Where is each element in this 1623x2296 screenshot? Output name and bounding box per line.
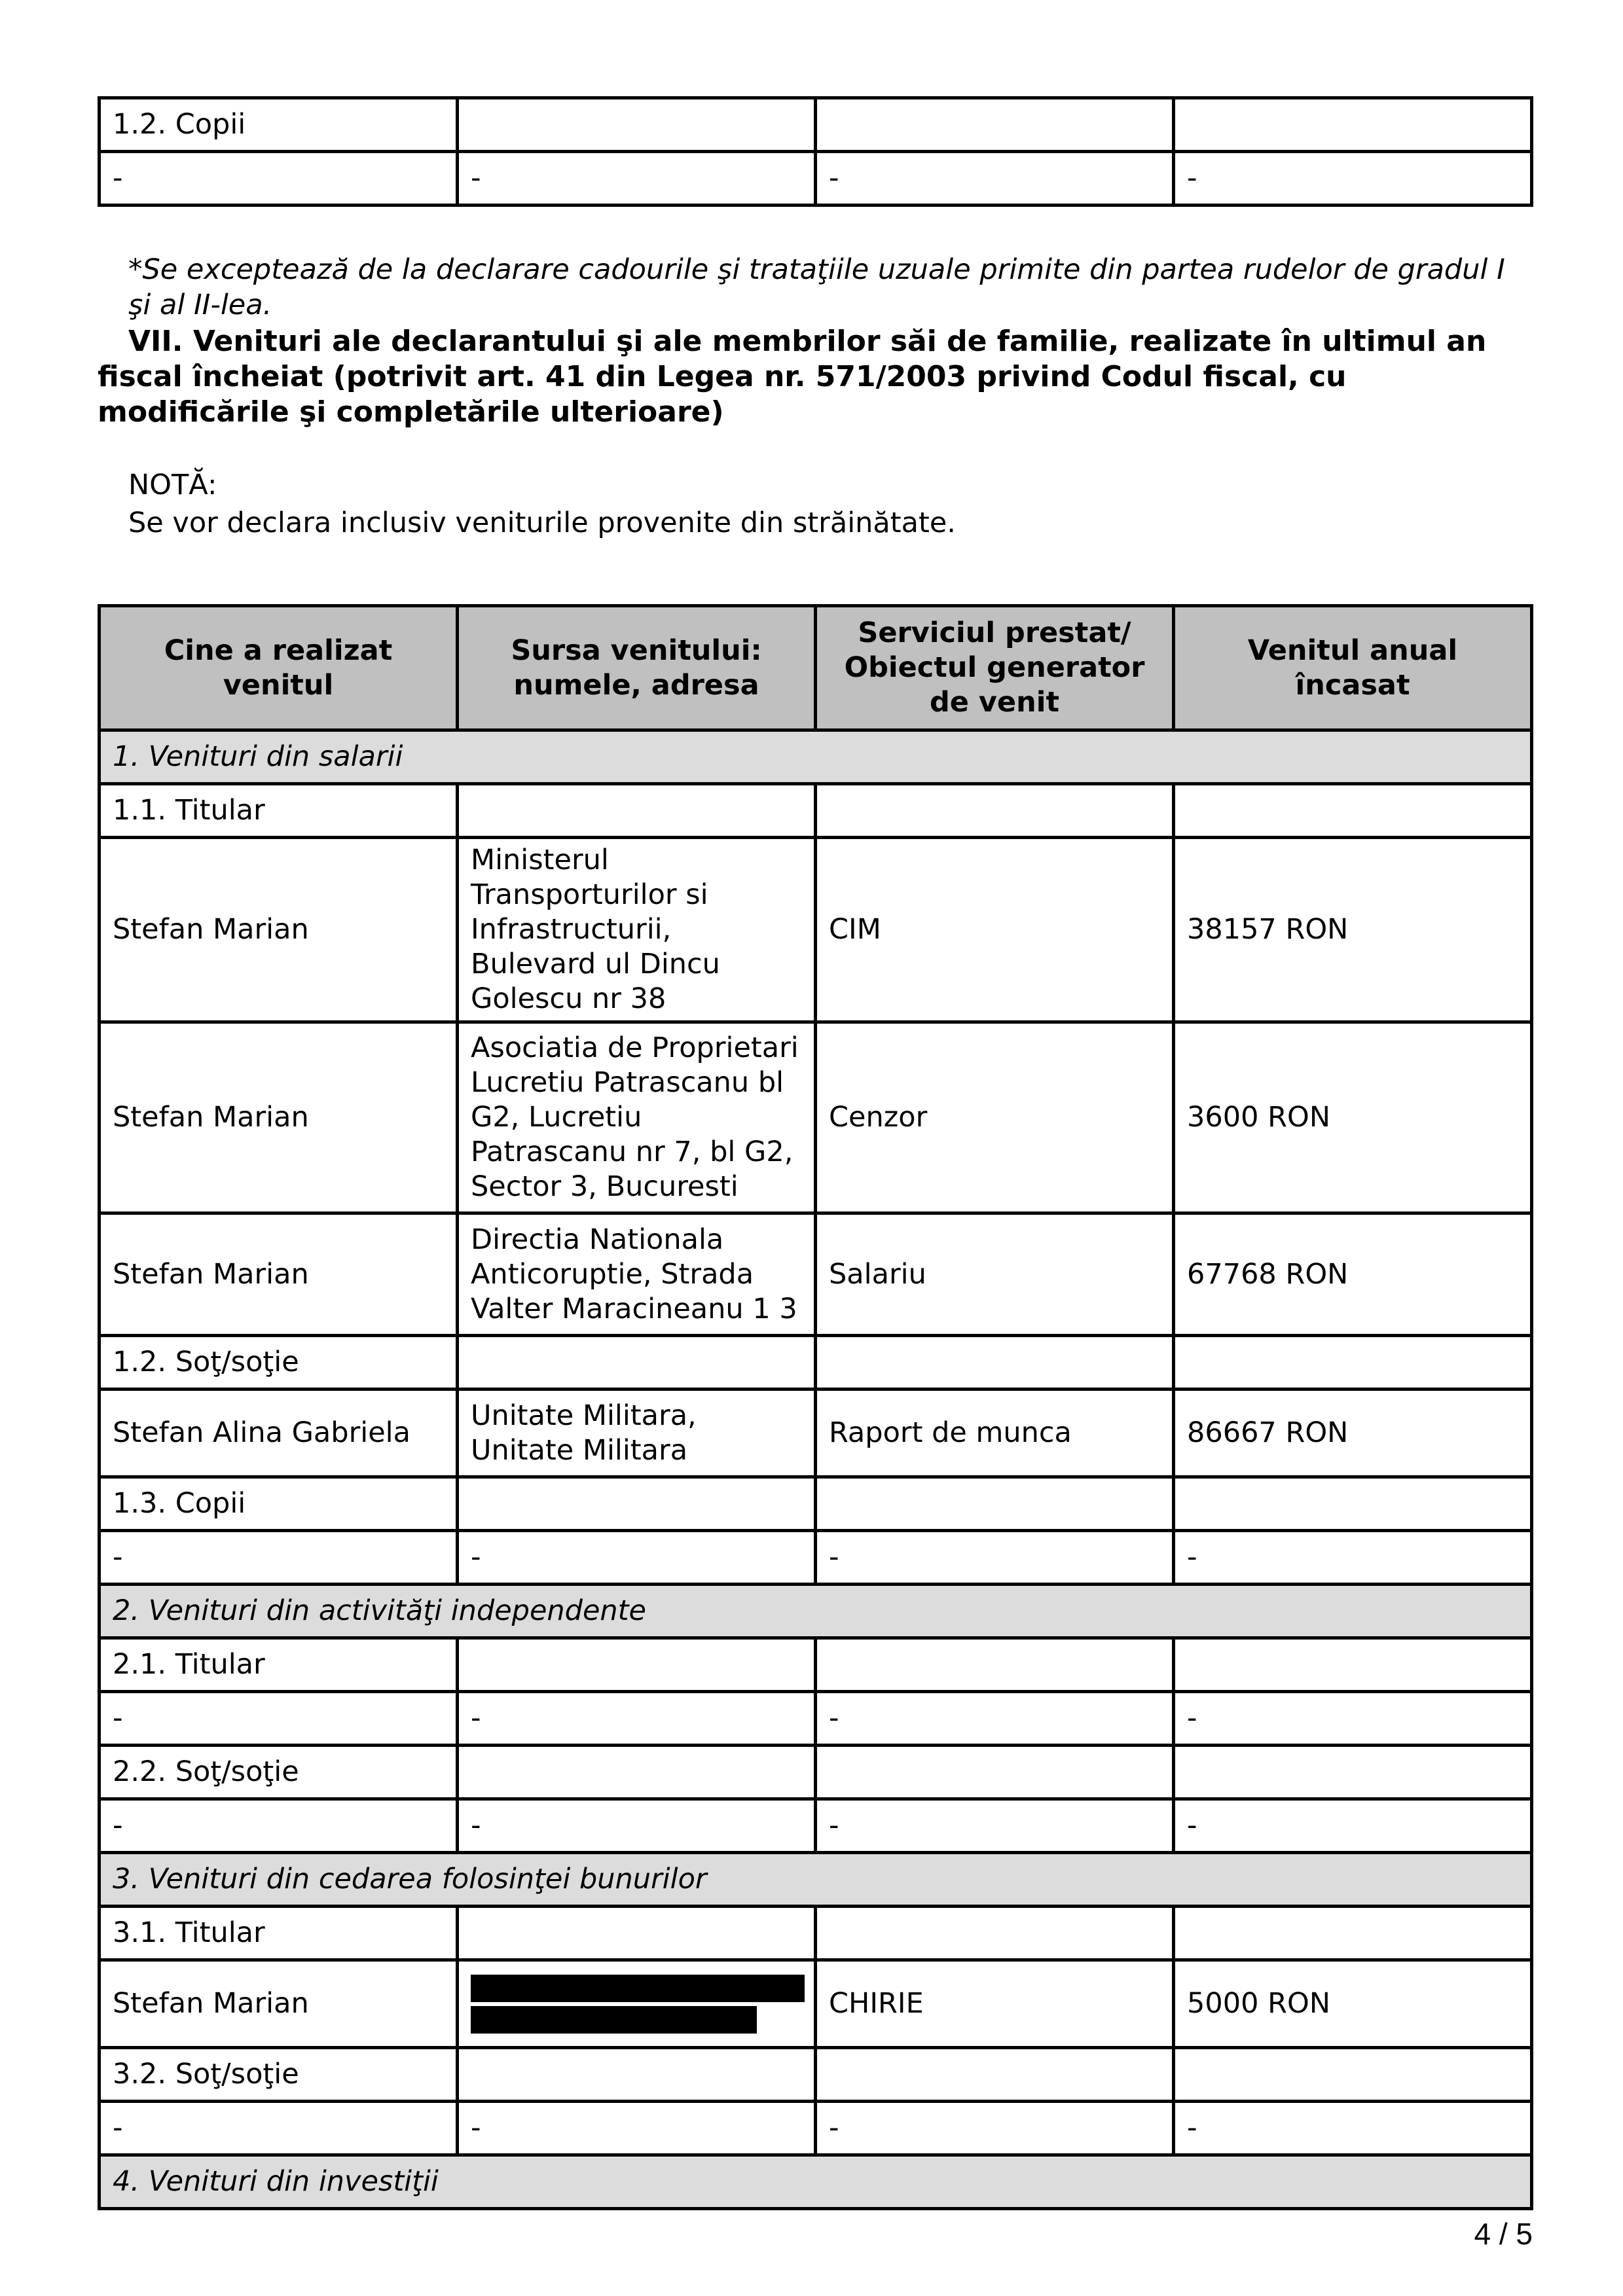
table-cell bbox=[1174, 98, 1532, 152]
table-cell: Salariu bbox=[816, 1213, 1174, 1336]
table-cell: 86667 RON bbox=[1174, 1390, 1532, 1477]
table-cell: 1.2. Soţ/soţie bbox=[100, 1336, 458, 1390]
table-cell: 2.2. Soţ/soţie bbox=[100, 1746, 458, 1799]
table-row bbox=[100, 1799, 1532, 1853]
table-cell: - bbox=[458, 1531, 816, 1585]
table-cell: - bbox=[816, 1692, 1174, 1746]
table-row bbox=[100, 152, 1532, 206]
table-cell bbox=[458, 98, 816, 152]
table-row bbox=[100, 1531, 1532, 1585]
table-cell: Stefan Marian bbox=[100, 1213, 458, 1336]
note-text: Se vor declara inclusiv veniturile provenite din străinătate. bbox=[128, 507, 956, 539]
table-cell bbox=[458, 1477, 816, 1531]
table-cell: 5000 RON bbox=[1174, 1960, 1532, 2048]
section-row bbox=[100, 730, 1532, 784]
table-cell bbox=[816, 1907, 1174, 1960]
table-cell bbox=[458, 2048, 816, 2102]
section-row bbox=[100, 1853, 1532, 1907]
table-row bbox=[100, 98, 1532, 152]
section-title: 2. Venituri din activităţi independente bbox=[100, 1585, 1532, 1638]
table-cell bbox=[816, 1638, 1174, 1692]
table-cell bbox=[816, 1477, 1174, 1531]
table-cell bbox=[458, 1746, 816, 1799]
table-cell: Stefan Marian bbox=[100, 1022, 458, 1213]
table-cell: - bbox=[1174, 1692, 1532, 1746]
table-row bbox=[100, 1390, 1532, 1477]
table-cell: Raport de munca bbox=[816, 1390, 1174, 1477]
table-row bbox=[100, 1213, 1532, 1336]
section-heading-line: VII. Venituri ale declarantului şi ale membrilor săi de familie, realizate în ultimul an fiscal încheiat bbox=[98, 325, 1487, 393]
table-cell: Stefan Alina Gabriela bbox=[100, 1390, 458, 1477]
table-cell bbox=[816, 1336, 1174, 1390]
section-row bbox=[100, 2155, 1532, 2209]
table-cell bbox=[458, 1336, 816, 1390]
table-cell: - bbox=[816, 2102, 1174, 2155]
section-title: 3. Venituri din cedarea folosinţei bunurilor bbox=[100, 1853, 1532, 1907]
table-cell bbox=[816, 98, 1174, 152]
note-block bbox=[128, 466, 1529, 542]
table-cell: 38157 RON bbox=[1174, 838, 1532, 1022]
children-gifts-table bbox=[98, 96, 1533, 207]
table-cell bbox=[1174, 784, 1532, 838]
table-cell: - bbox=[100, 152, 458, 206]
table-row bbox=[100, 838, 1532, 1022]
table-cell: - bbox=[100, 1531, 458, 1585]
table-cell bbox=[458, 1907, 816, 1960]
table-cell: 3.1. Titular bbox=[100, 1907, 458, 1960]
table-cell: CIM bbox=[816, 838, 1174, 1022]
table-cell: - bbox=[1174, 1799, 1532, 1853]
table-cell: Unitate Militara, Unitate Militara bbox=[458, 1390, 816, 1477]
table-cell: - bbox=[1174, 152, 1532, 206]
table-cell: - bbox=[1174, 2102, 1532, 2155]
table-cell: Ministerul Transporturilor si Infrastructurii, Bulevard ul Dincu Golescu nr 38 bbox=[458, 838, 816, 1022]
table-cell: - bbox=[458, 2102, 816, 2155]
table-cell: 67768 RON bbox=[1174, 1213, 1532, 1336]
column-header: Cine a realizat venitul bbox=[100, 606, 458, 730]
section-title: 4. Venituri din investiţii bbox=[100, 2155, 1532, 2209]
column-header: Serviciul prestat/ Obiectul generator de venit bbox=[816, 606, 1174, 730]
table-row bbox=[100, 1477, 1532, 1531]
section-heading bbox=[98, 324, 1533, 430]
table-cell: Stefan Marian bbox=[100, 1960, 458, 2048]
table-row bbox=[100, 1692, 1532, 1746]
table-row bbox=[100, 2102, 1532, 2155]
section-heading-rest: (potrivit art. 41 din Legea nr. 571/2003 privind Codul fiscal, cu modificările şi completările ulterioare) bbox=[98, 360, 1347, 429]
table-header-row bbox=[100, 606, 1532, 730]
table-row bbox=[100, 784, 1532, 838]
table-cell: Directia Nationala Anticoruptie, Strada Valter Maracineanu 1 3 bbox=[458, 1213, 816, 1336]
table-cell: - bbox=[100, 1692, 458, 1746]
table-cell bbox=[1174, 1336, 1532, 1390]
table-cell: - bbox=[816, 152, 1174, 206]
table-cell bbox=[1174, 1477, 1532, 1531]
table-cell: - bbox=[816, 1799, 1174, 1853]
table-cell: Cenzor bbox=[816, 1022, 1174, 1213]
gifts-exception-footnote: *Se exceptează de la declarare cadourile şi trataţiile uzuale primite din partea rudelor de gradul I şi al II-lea. bbox=[128, 253, 1505, 321]
table-cell: Stefan Marian bbox=[100, 838, 458, 1022]
column-header: Venitul anual încasat bbox=[1174, 606, 1532, 730]
table-cell bbox=[458, 1638, 816, 1692]
table-cell: - bbox=[816, 1531, 1174, 1585]
table-cell bbox=[458, 784, 816, 838]
table-row bbox=[100, 2048, 1532, 2102]
table-row bbox=[100, 1638, 1532, 1692]
page-number: 4 / 5 bbox=[1474, 2217, 1533, 2251]
table-cell bbox=[816, 2048, 1174, 2102]
table-cell: - bbox=[458, 1692, 816, 1746]
section-row bbox=[100, 1585, 1532, 1638]
table-cell: - bbox=[100, 2102, 458, 2155]
table-cell: 3.2. Soţ/soţie bbox=[100, 2048, 458, 2102]
table-cell bbox=[1174, 1907, 1532, 1960]
table-cell: 1.3. Copii bbox=[100, 1477, 458, 1531]
table-cell: Asociatia de Proprietari Lucretiu Patrascanu bl G2, Lucretiu Patrascanu nr 7, bl G2, Sector 3, Bucuresti bbox=[458, 1022, 816, 1213]
table-row bbox=[100, 1336, 1532, 1390]
table-row bbox=[100, 1960, 1532, 2048]
note-label: NOTĂ: bbox=[128, 469, 217, 501]
table-cell bbox=[816, 1746, 1174, 1799]
table-cell: 2.1. Titular bbox=[100, 1638, 458, 1692]
redacted-address-cell bbox=[458, 1960, 816, 2048]
table-cell: CHIRIE bbox=[816, 1960, 1174, 2048]
table-cell bbox=[1174, 1638, 1532, 1692]
table-cell bbox=[1174, 2048, 1532, 2102]
table-cell bbox=[1174, 1746, 1532, 1799]
table-row bbox=[100, 1746, 1532, 1799]
table-row bbox=[100, 1022, 1532, 1213]
table-cell: - bbox=[458, 1799, 816, 1853]
table-cell: - bbox=[1174, 1531, 1532, 1585]
table-cell: 1.1. Titular bbox=[100, 784, 458, 838]
table-cell: 1.2. Copii bbox=[100, 98, 458, 152]
table-cell bbox=[816, 784, 1174, 838]
column-header: Sursa venitului: numele, adresa bbox=[458, 606, 816, 730]
redaction-bar bbox=[471, 1975, 805, 2002]
table-cell: 3600 RON bbox=[1174, 1022, 1532, 1213]
table-cell: - bbox=[458, 152, 816, 206]
table-row bbox=[100, 1907, 1532, 1960]
income-table bbox=[98, 604, 1533, 2210]
table-cell: - bbox=[100, 1799, 458, 1853]
section-title: 1. Venituri din salarii bbox=[100, 730, 1532, 784]
redaction-bar bbox=[471, 2006, 757, 2034]
